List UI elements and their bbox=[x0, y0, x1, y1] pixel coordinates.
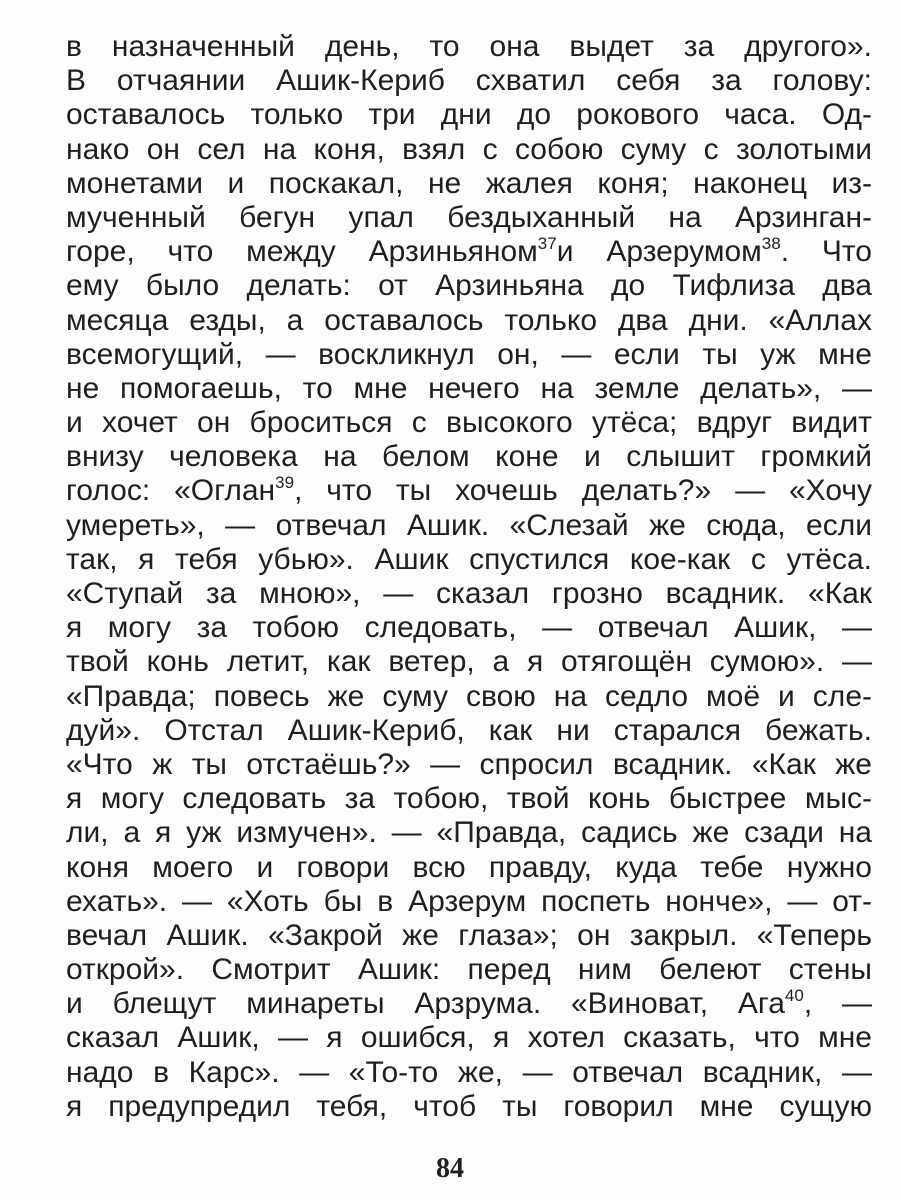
text-line: вечал Ашик. «Закрой же глаза»; он закрыл. «Теперь bbox=[66, 918, 872, 952]
text-segment: . Что bbox=[780, 235, 872, 269]
text-segment: , что ты хочешь делать?» — «Хочу bbox=[294, 474, 872, 508]
text-line: так, я тебя убью». Ашик спустился кое-как с утёса. bbox=[66, 542, 872, 576]
page-number: 84 bbox=[436, 1153, 464, 1184]
text-segment: голос: «Оглан bbox=[66, 474, 276, 508]
text-line: я могу следовать за тобою, твой конь быстрее мыс- bbox=[66, 782, 872, 816]
text-segment: и Арзерумом bbox=[556, 235, 762, 269]
text-segment: , — bbox=[803, 987, 872, 1021]
text-line: мученный бегун упал бездыханный на Арзинган- bbox=[66, 200, 872, 234]
text-line: в назначенный день, то она выдет за другого». bbox=[66, 30, 872, 63]
text-line: «Правда; повесь же суму свою на седло моё и сле- bbox=[66, 679, 872, 713]
text-line: сказал Ашик, — я ошибся, я хотел сказать, что мне bbox=[66, 1021, 872, 1055]
text-line: твой конь летит, как ветер, а я отягощён сумою». — bbox=[66, 645, 872, 679]
text-line bbox=[66, 987, 872, 1021]
text-line: и хочет он броситься с высокого утёса; вдруг видит bbox=[66, 406, 872, 440]
text-line: ли, а я уж измучен». — «Правда, садись же сзади на bbox=[66, 816, 872, 850]
text-line: «Что ж ты отстаёшь?» — спросил всадник. «Как же bbox=[66, 747, 872, 781]
text-line: коня моего и говори всю правду, куда тебе нужно bbox=[66, 850, 872, 884]
text-line: дуй». Отстал Ашик-Кериб, как ни старался бежать. bbox=[66, 713, 872, 747]
text-line: монетами и поскакал, не жалея коня; наконец из- bbox=[66, 166, 872, 200]
footnote-marker: 39 bbox=[275, 474, 295, 493]
text-line: я могу за тобою следовать, — отвечал Ашик, — bbox=[66, 611, 872, 645]
body-text bbox=[66, 30, 872, 1124]
text-line: всемогущий, — воскликнул он, — если ты уж мне bbox=[66, 337, 872, 371]
text-line: нако он сел на коня, взял с собою суму с золотыми bbox=[66, 132, 872, 166]
text-line: внизу человека на белом коне и слышит громкий bbox=[66, 440, 872, 474]
text-segment: и блещут минареты Арзрума. «Виноват, Ага bbox=[66, 987, 785, 1021]
text-line bbox=[66, 474, 872, 508]
text-line: открой». Смотрит Ашик: перед ним белеют стены bbox=[66, 953, 872, 987]
text-line: ему было делать: от Арзиньяна до Тифлиза два bbox=[66, 269, 872, 303]
text-line: ехать». — «Хоть бы в Арзерум поспеть нонче», — от- bbox=[66, 884, 872, 918]
text-line: оставалось только три дни до рокового часа. Од- bbox=[66, 98, 872, 132]
text-line bbox=[66, 235, 872, 269]
footnote-marker: 40 bbox=[784, 987, 804, 1006]
text-line: надо в Карс». — «То-то же, — отвечал всадник, — bbox=[66, 1055, 872, 1089]
footnote-marker: 38 bbox=[761, 235, 781, 254]
text-line: «Ступай за мною», — сказал грозно всадник. «Как bbox=[66, 577, 872, 610]
footnote-marker: 37 bbox=[537, 235, 557, 254]
text-line: месяца езды, а оставалось только два дни. «Аллах bbox=[66, 303, 872, 337]
text-line: я предупредил тебя, чтоб ты говорил мне сущую bbox=[66, 1089, 872, 1123]
text-line: не помогаешь, то мне нечего на земле делать», — bbox=[66, 371, 872, 405]
text-line: умереть», — отвечал Ашик. «Слезай же сюда, если bbox=[66, 508, 872, 542]
text-line: В отчаянии Ашик-Кериб схватил себя за голову: bbox=[66, 64, 872, 98]
text-segment: горе, что между Арзиньяном bbox=[66, 235, 538, 269]
